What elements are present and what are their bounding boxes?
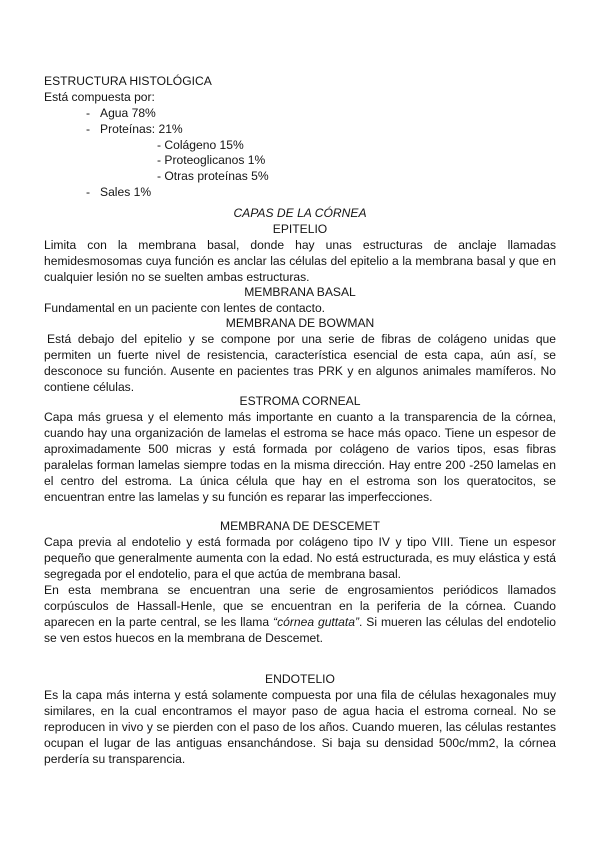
sub-list-item-label: Colágeno 15% — [164, 138, 244, 152]
list-item-label: Agua 78% — [100, 106, 156, 120]
intro-text: Está compuesta por: — [44, 90, 155, 104]
sub-list-item: - Otras proteínas 5% — [157, 169, 269, 183]
sub-list-item-label: Proteoglicanos 1% — [164, 153, 266, 167]
sub-list-item: - Proteoglicanos 1% — [157, 153, 266, 167]
epitelio-heading: EPITELIO — [272, 222, 328, 236]
endotelio-paragraph: Es la capa más interna y está solamente compuesta por una fila de células hexagonales muy similares, en la cual encontramos el mayor paso de agua hacia el estroma corneal. No se reproducen in vivo y se pierden con el paso de los años. Cuando mueren, las células restantes ocupan el lugar de las antiguas ensanchándose. Si baja su densidad 500c/mm2, la córnea perdería su transparencia. — [44, 688, 556, 767]
estroma-heading: ESTROMA CORNEAL — [239, 394, 361, 408]
membrana-basal-heading: MEMBRANA BASAL — [244, 285, 356, 299]
descemet-paragraph-1: Capa previa al endotelio y está formada por colágeno tipo IV y tipo VIII. Tiene un espesor pequeño que generalmente aumenta con la edad. No está estructurada, es muy elástica y está segregada por el endotelio, para el que actúa de membrana basal. — [44, 535, 556, 582]
descemet-paragraph-2: En esta membrana se encuentran una serie de engrosamientos periódicos llamados corpúsculos de Hassall-Henle, que se encuentran en la periferia de la córnea. Cuando aparecen en la parte central, se les llama “córnea guttata”. Si mueren las células del endotelio se ven estos huecos en la membrana de Descemet. — [44, 583, 556, 646]
sub-list-item-label: Otras proteínas 5% — [164, 169, 269, 183]
bowman-paragraph: Está debajo del epitelio y se compone por una serie de fibras de colágeno unidas que permiten un fuerte nivel de resistencia, característica esencial de esta capa, aún así, se desconoce su función. Ausente en pacientes tras PRK y en algunos animales mamíferos. No contiene células. — [44, 332, 556, 395]
list-item: - Agua 78% — [86, 106, 156, 120]
list-item: - Proteínas: 21% — [86, 122, 183, 136]
endotelio-heading: ENDOTELIO — [265, 672, 335, 686]
descemet-heading: MEMBRANA DE DESCEMET — [220, 519, 380, 533]
bowman-heading: MEMBRANA DE BOWMAN — [225, 316, 375, 330]
epitelio-paragraph: Limita con la membrana basal, donde hay unas estructuras de anclaje llamadas hemidesmosomas cuya función es anclar las células del epitelio a la membrana basal y que en cualquier lesión no se suelten ambas estructuras. — [44, 238, 556, 285]
capas-heading: CAPAS DE LA CÓRNEA — [233, 206, 367, 220]
list-item-label: Sales 1% — [100, 185, 152, 199]
section-title: ESTRUCTURA HISTOLÓGICA — [44, 74, 212, 88]
list-item-label: Proteínas: 21% — [100, 122, 183, 136]
membrana-basal-paragraph: Fundamental en un paciente con lentes de contacto. — [44, 301, 326, 315]
sub-list-item: - Colágeno 15% — [157, 138, 244, 152]
list-item: - Sales 1% — [86, 185, 152, 199]
estroma-paragraph: Capa más gruesa y el elemento más importante en cuanto a la transparencia de la córnea, cuando hay una organización de lamelas el estroma se hace más opaco. Tiene un espesor de aproximadamente 500 micras y está formada por colágeno de varios tipos, esas fibras paralelas forman lamelas siempre todas en la misma dirección. Hay entre 200 -250 lamelas en el centro del estroma. La única célula que hay en el estroma son los queratocitos, se encuentran entre las lamelas y su función es reparar las imperfecciones. — [44, 410, 556, 505]
